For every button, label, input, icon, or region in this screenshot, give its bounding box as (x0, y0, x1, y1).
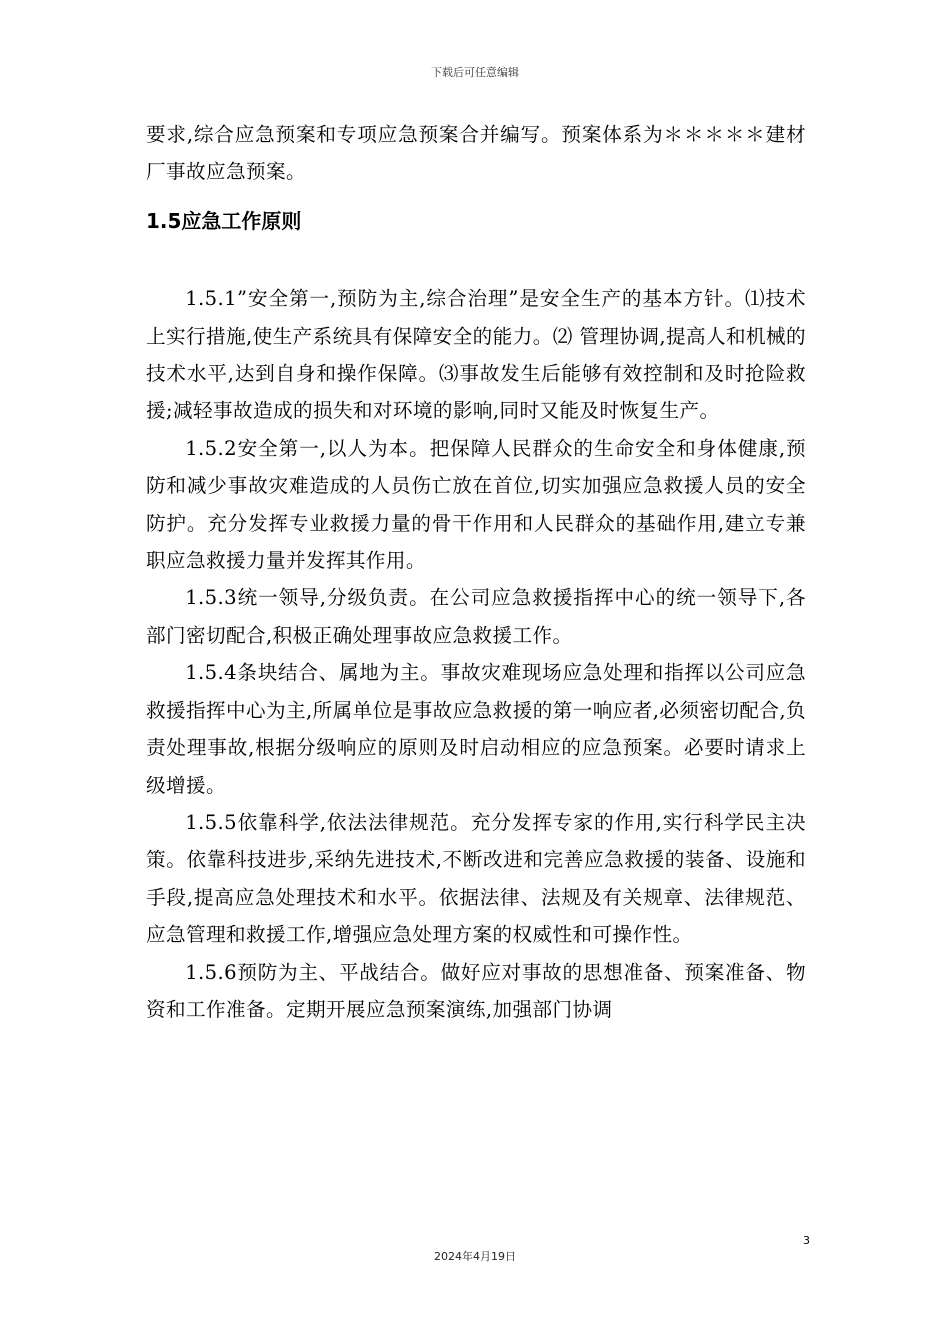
paragraph-1-5-4: 1.5.4条块结合、属地为主。事故灾难现场应急处理和指挥以公司应急救援指挥中心为主,所属单位是事故应急救援的第一响应者,必须密切配合,负责处理事故,根据分级响应的原则及时启动相应的应急预案。必要时请求上级增援。 (146, 661, 806, 797)
section-title: 1.5应急工作原则 (146, 208, 302, 233)
paragraph-1-5-5: 1.5.5依靠科学,依法法律规范。充分发挥专家的作用,实行科学民主决策。依靠科技进步,采纳先进技术,不断改进和完善应急救援的装备、设施和手段,提高应急处理技术和水平。依据法律、法规及有关规章、法律规范、应急管理和救援工作,增强应急处理方案的权威性和可操作性。 (146, 810, 806, 947)
paragraph-1-5-1: 1.5.1”安全第一,预防为主,综合治理”是安全生产的基本方针。⑴技术上实行措施,使生产系统具有保障安全的能力。⑵ 管理协调,提高人和机械的技术水平,达到自身和操作保障。⑶事故发生后能够有效控制和及时抢险救援;减轻事故造成的损失和对环境的影响,同时又能及时恢复生产。 (146, 287, 806, 423)
intro-paragraph: 要求,综合应急预案和专项应急预案合并编写。预案体系为＊＊＊＊＊建材厂事故应急预案。 (146, 123, 806, 184)
page-number: 3 (803, 1234, 810, 1247)
paragraph-1-5-2: 1.5.2安全第一,以人为本。把保障人民群众的生命安全和身体健康,预防和减少事故灾难造成的人员伤亡放在首位,切实加强应急救援人员的安全防护。充分发挥专业救援力量的骨干作用和人民群众的基础作用,建立专兼职应急救援力量并发挥其作用。 (146, 436, 806, 573)
paragraph-1-5-3: 1.5.3统一领导,分级负责。在公司应急救援指挥中心的统一领导下,各部门密切配合,积极正确处理事故应急救援工作。 (146, 586, 806, 647)
footer-date: 2024年4月19日 (434, 1250, 516, 1263)
paragraph-1-5-6: 1.5.6预防为主、平战结合。做好应对事故的思想准备、预案准备、物资和工作准备。定期开展应急预案演练,加强部门协调 (146, 960, 806, 1021)
page-header: 下载后可任意编辑 (431, 66, 519, 79)
document-body (146, 116, 806, 1028)
